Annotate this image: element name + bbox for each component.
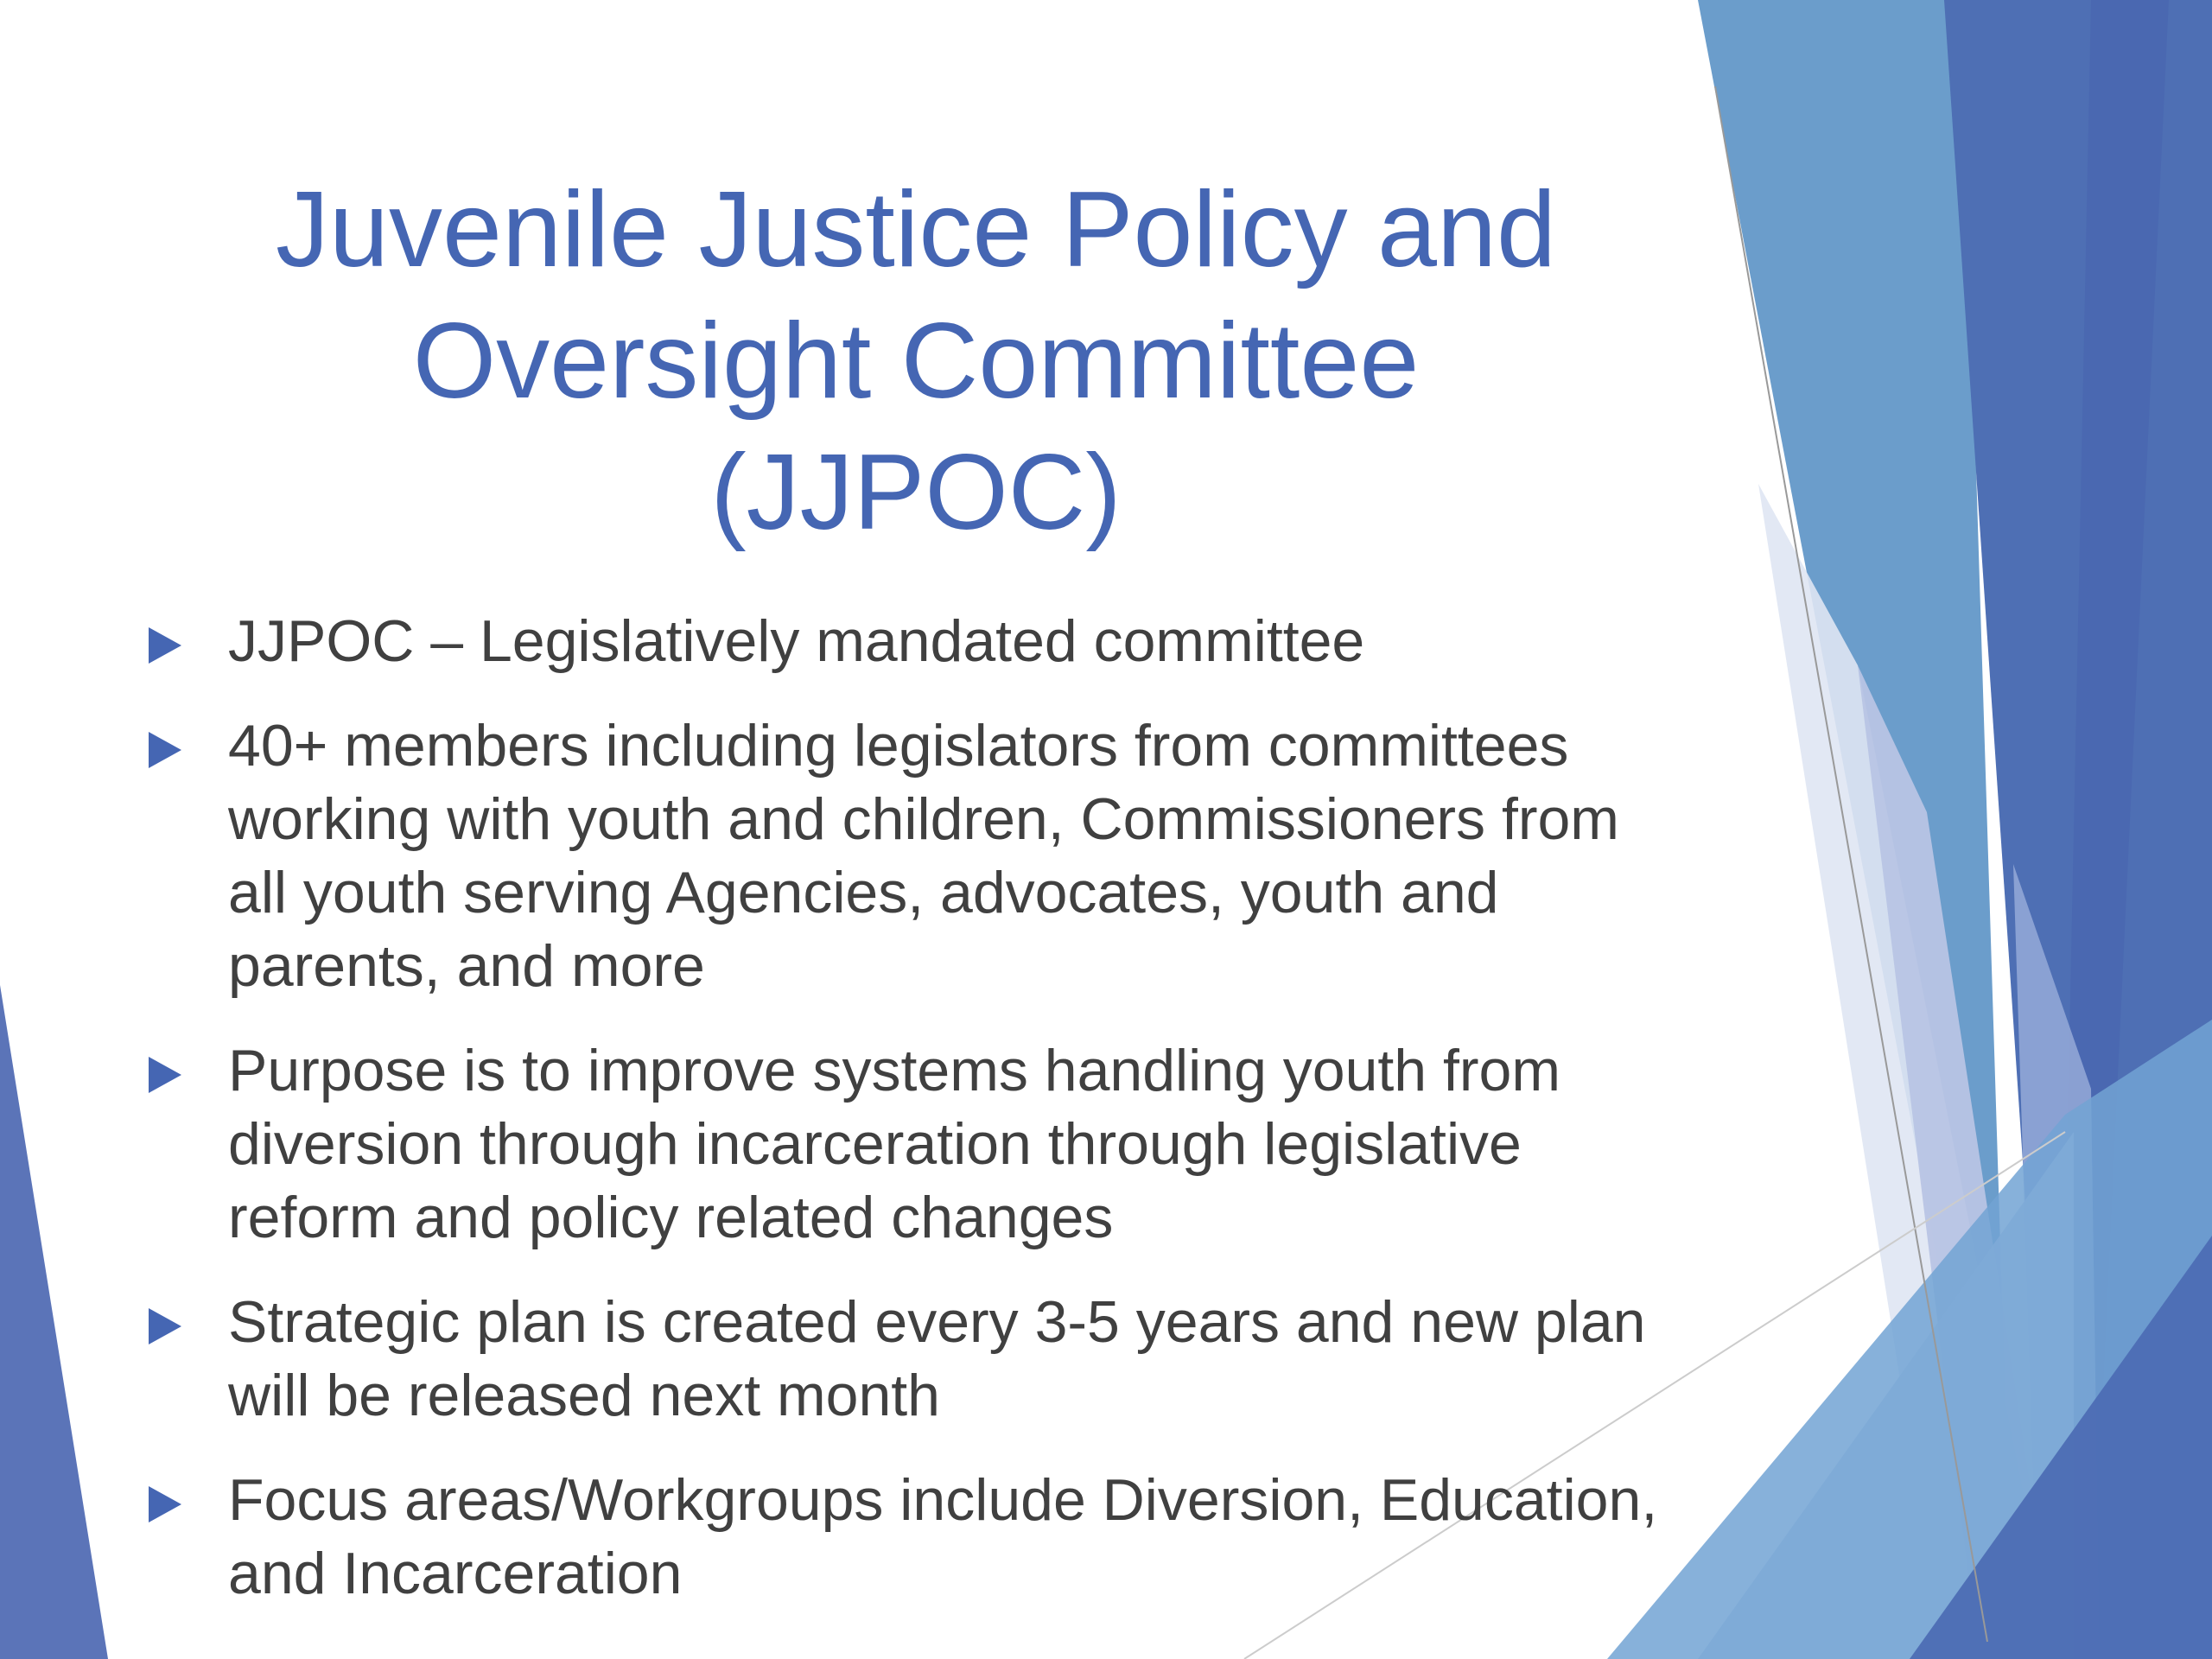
slide-title: [138, 164, 1694, 558]
title-line-3: (JJPOC): [710, 433, 1122, 552]
bullet-text: Purpose is to improve systems handling youth from diversion through incarceration through legislative reform and policy related changes: [228, 1038, 1561, 1250]
triangle-bullet-icon: [149, 732, 181, 768]
bullet-text: 40+ members including legislators from committees working with youth and children, Commissioners from all youth serving Agencies, advocates, youth and parents, and more: [228, 713, 1619, 999]
bullet-list: [145, 605, 1666, 1642]
triangle-bullet-icon: [149, 1057, 181, 1093]
title-line-1: Juvenile Justice Policy and: [276, 170, 1556, 289]
title-line-2: Oversight Committee: [412, 302, 1420, 421]
bullet-text: JJPOC – Legislatively mandated committee: [228, 608, 1365, 674]
bullet-item: [145, 709, 1666, 1003]
bullet-text: Strategic plan is created every 3-5 years and new plan will be released next month: [228, 1289, 1646, 1428]
triangle-bullet-icon: [149, 627, 181, 664]
triangle-bullet-icon: [149, 1308, 181, 1344]
bullet-item: [145, 605, 1666, 678]
bullet-text: Focus areas/Workgroups include Diversion, Education, and Incarceration: [228, 1467, 1658, 1606]
bullet-item: [145, 1286, 1666, 1433]
triangle-bullet-icon: [149, 1486, 181, 1522]
bullet-item: [145, 1464, 1666, 1611]
left-edge-shape: [0, 985, 108, 1659]
bullet-item: [145, 1034, 1666, 1255]
